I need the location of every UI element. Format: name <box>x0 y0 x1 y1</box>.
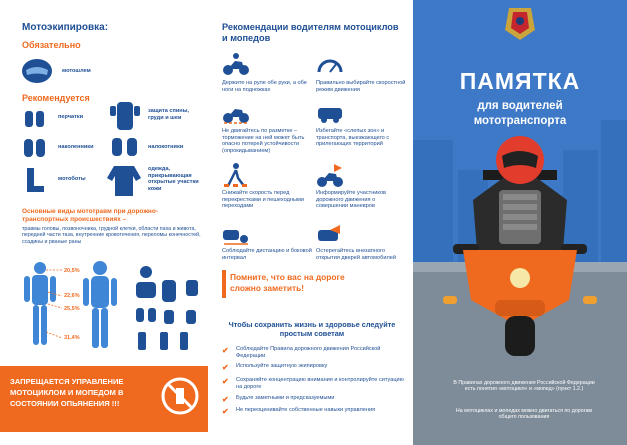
cover-subtitle-1: для водителей <box>477 100 563 112</box>
cover-note-1: В Правилах дорожного движения Российской Федерации есть понятия «мотоцикл» и «мопед» (пункт 1.2.) <box>453 380 595 393</box>
tip-distance: Соблюдайте дистанцию и боковой интервал <box>222 248 312 261</box>
injuries-text: травмы головы, позвоночника, грудной клетки, области паха и живота, передней части таза, внутренние кровотечения, переломы конечностей, ссадины и рваные раны <box>22 226 201 245</box>
cover-panel <box>413 0 627 445</box>
tip-doors: Остерегайтесь внезапного открытия дверей автомобилей <box>316 248 396 261</box>
back-protector-icon <box>108 100 142 132</box>
check-icon: ✔ <box>222 395 229 404</box>
check-icon: ✔ <box>222 346 229 355</box>
advice-title: Чтобы сохранить жизнь и здоровье следуйте простым советам <box>228 320 396 338</box>
speedometer-icon <box>316 52 344 76</box>
recommendations-title: Рекомендации водителям мотоциклов и мопедов <box>222 22 399 43</box>
boots-icon <box>22 166 48 194</box>
tip-speed: Правильно выбирайте скоростной режим движения <box>316 80 406 93</box>
no-alcohol-icon <box>160 376 200 416</box>
body-injury-diagram <box>18 260 208 360</box>
injury-percent-chest: 22,6% <box>64 293 80 299</box>
cover-title: ПАМЯТКА <box>459 68 581 94</box>
road-marking-icon <box>222 100 250 124</box>
check-icon: ✔ <box>222 363 229 372</box>
motorcycle-rider-icon <box>222 52 250 76</box>
recommendations-panel <box>208 0 413 445</box>
check-icon: ✔ <box>222 377 229 386</box>
tip-blind-spots: Избегайте «слепых зон» и транспорта, выезжающего с прилегающих территорий <box>316 128 390 148</box>
gloves-icon <box>22 107 48 131</box>
pedestrian-crossing-icon <box>222 162 250 188</box>
tip-markings: Не двигайтесь по разметке – торможение на ней может быть опасно потерей устойчивости (опрокидыванием) <box>222 128 305 154</box>
advice-item: ✔ Используйте защитную экипировку <box>222 363 328 372</box>
check-icon: ✔ <box>222 407 229 416</box>
mandatory-title: Обязательно <box>22 40 81 50</box>
advice-item: ✔ Соблюдайте Правила дорожного движения Российской Федерации <box>222 346 381 359</box>
cover-background <box>413 0 627 445</box>
injury-percent-pelvis: 25,5% <box>64 306 80 312</box>
back-protector-label: защита спины, груди и шеи <box>148 108 190 121</box>
advice-item: ✔ Не переоценивайте собственные навыки управления <box>222 407 376 416</box>
elbow-pads-icon <box>108 135 142 161</box>
advice-list <box>222 346 410 423</box>
injuries-title: Основные виды мототравм при дорожно-транспортных происшествиях – <box>22 208 158 223</box>
tip-signals: Информируйте участников дорожного движения о совершении маневров <box>316 190 387 210</box>
elbow-pads-label: налокотники <box>148 144 184 150</box>
jacket-icon <box>106 163 142 197</box>
distance-icon <box>222 222 250 246</box>
recommended-title: Рекомендуется <box>22 93 90 103</box>
ban-banner <box>0 366 208 432</box>
injury-percent-legs: 31,4% <box>64 335 80 341</box>
ban-text: ЗАПРЕЩАЕТСЯ УПРАВЛЕНИЕ МОТОЦИКЛОМ И МОПЕДОМ В СОСТОЯНИИ ОПЬЯНЕНИЯ !!! <box>10 377 124 408</box>
helmet-label: мотошлем <box>62 68 91 74</box>
remember-text: Помните, что вас на дороге сложно заметить! <box>230 272 345 293</box>
advice-item: ✔ Сохраняйте концентрацию внимания и контролируйте ситуацию на дороге <box>222 377 404 390</box>
clothing-label: одежда, прикрывающая открытые участки кожи <box>148 166 199 192</box>
cover-note-2: На мотоциклах и мопедах можно двигаться по дорогам общего пользования <box>455 408 593 421</box>
advice-item: ✔ Будьте заметными и предсказуемыми <box>222 395 335 404</box>
tip-intersections: Снижайте скорость перед перекрестками и пешеходными переходами <box>222 190 304 210</box>
gloves-label: перчатки <box>58 114 84 120</box>
blind-spot-icon <box>316 100 344 124</box>
remember-accent-bar <box>222 270 226 298</box>
signal-icon <box>316 162 344 188</box>
cover-subtitle-2: мототранспорта <box>473 115 567 127</box>
boots-label: мотоботы <box>58 176 86 182</box>
knee-pads-label: наколенники <box>58 144 94 150</box>
equipment-panel <box>0 0 208 445</box>
equipment-title: Мотоэкипировка: <box>22 22 109 33</box>
injury-percent-head: 20,5% <box>64 268 80 274</box>
tip-hands: Держите на руле обе руки, а обе ноги на подножках <box>222 80 307 93</box>
knee-pads-icon <box>22 136 48 160</box>
helmet-icon <box>20 56 54 84</box>
car-door-icon <box>316 222 344 246</box>
